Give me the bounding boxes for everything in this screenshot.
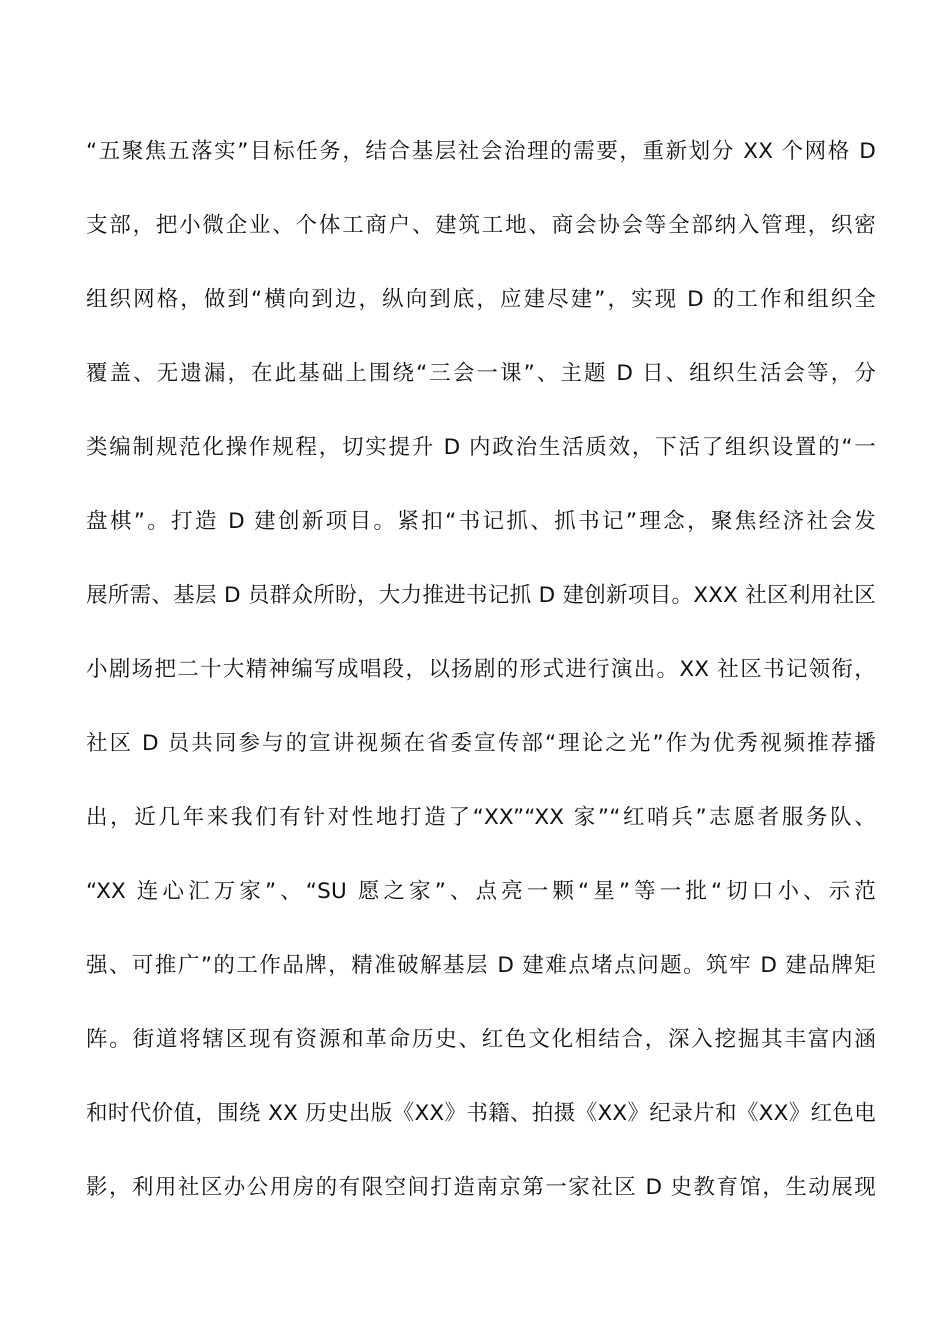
text-line-7: 展所需、基层 D 员群众所盼，大力推进书记抓 D 建创新项目。XXX 社区利用社区 bbox=[86, 583, 876, 608]
text-line-2: 支部，把小微企业、个体工商户、建筑工地、商会协会等全部纳入管理，织密 bbox=[86, 213, 876, 238]
text-line-12: 强、可推广”的工作品牌，精准破解基层 D 建难点堵点问题。筑牢 D 建品牌矩 bbox=[86, 953, 876, 978]
text-line-8: 小剧场把二十大精神编写成唱段，以扬剧的形式进行演出。XX 社区书记领衔， bbox=[86, 657, 876, 682]
text-line-11: “XX 连心汇万家”、“SU 愿之家”、点亮一颗“星”等一批“切口小、示范 bbox=[86, 879, 876, 904]
text-line-13: 阵。街道将辖区现有资源和革命历史、红色文化相结合，深入挖掘其丰富内涵 bbox=[86, 1027, 876, 1052]
text-line-6: 盘棋”。打造 D 建创新项目。紧扣“书记抓、抓书记”理念，聚焦经济社会发 bbox=[86, 509, 876, 534]
text-line-5: 类编制规范化操作规程，切实提升 D 内政治生活质效，下活了组织设置的“一 bbox=[86, 435, 876, 460]
text-line-10: 出，近几年来我们有针对性地打造了“XX”“XX 家”“红哨兵”志愿者服务队、 bbox=[86, 805, 876, 830]
text-line-14: 和时代价值，围绕 XX 历史出版《XX》书籍、拍摄《XX》纪录片和《XX》红色电 bbox=[86, 1101, 876, 1126]
body-text bbox=[86, 132, 876, 1242]
text-line-3: 组织网格，做到“横向到边，纵向到底，应建尽建”，实现 D 的工作和组织全 bbox=[86, 287, 876, 312]
text-line-15: 影，利用社区办公用房的有限空间打造南京第一家社区 D 史教育馆，生动展现 bbox=[86, 1175, 876, 1200]
text-line-9: 社区 D 员共同参与的宣讲视频在省委宣传部“理论之光”作为优秀视频推荐播 bbox=[86, 731, 876, 756]
text-line-1: “五聚焦五落实”目标任务，结合基层社会治理的需要，重新划分 XX 个网格 D bbox=[86, 139, 876, 164]
text-line-4: 覆盖、无遗漏，在此基础上围绕“三会一课”、主题 D 日、组织生活会等，分 bbox=[86, 361, 876, 386]
